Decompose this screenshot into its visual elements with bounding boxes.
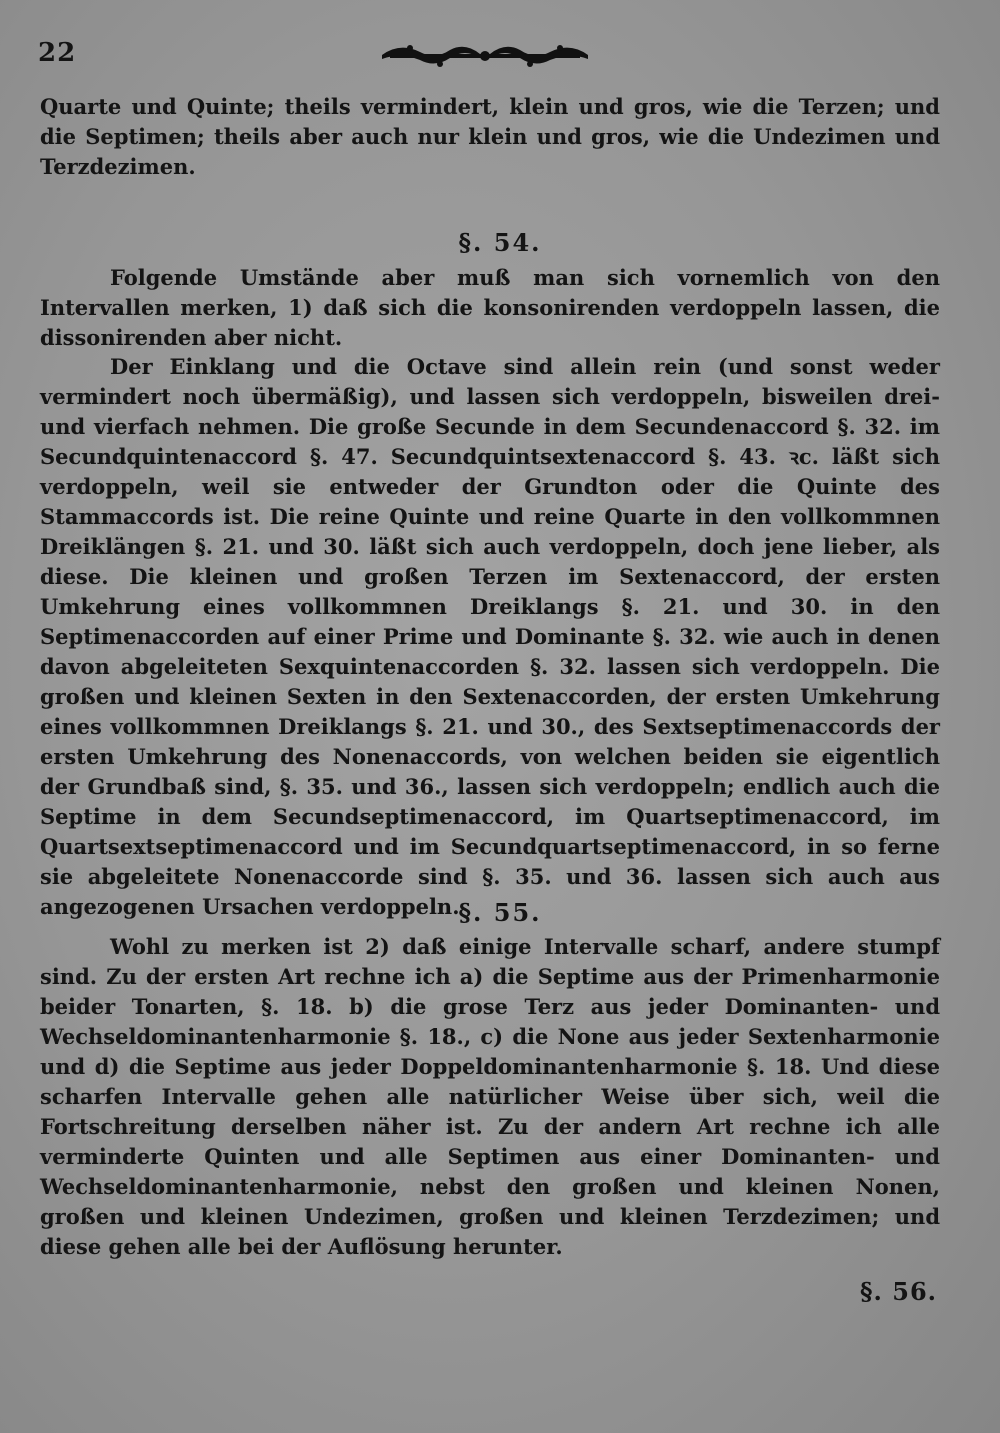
section-54-heading: §. 54. — [458, 228, 542, 257]
catchword: §. 56. — [860, 1277, 938, 1306]
section-54-body — [40, 263, 940, 353]
section-54-body-2 — [40, 352, 940, 922]
section-55-paragraph-1: Wohl zu merken ist 2) daß einige Intervalle scharf, andere stumpf sind. Zu der ersten Art rechne ich a) die Septime aus der Primenharmonie beider Tonarten, §. 18. b) die grose Terz aus jeder Dominanten- und Wechseldominantenharmonie §. 18., c) die None aus jeder Sextenharmonie und d) die Septime aus jeder Doppeldominantenharmonie §. 18. Und diese scharfen Intervalle gehen alle natürlicher Weise über sich, weil die Fortschreitung derselben näher ist. Zu der andern Art rechne ich alle verminderte Quinten und alle Septimen aus einer Dominanten- und Wechseldominantenharmonie, nebst den großen und kleinen Nonen, großen und kleinen Undezimen, großen und kleinen Terzdezimen; und diese gehen alle bei der Auflösung herunter. — [40, 934, 940, 1259]
section-54-paragraph-2: Der Einklang und die Octave sind allein rein (und sonst weder vermindert noch übermäßig), und lassen sich verdoppeln, bisweilen drei- und vierfach nehmen. Die große Secunde in dem Secundenaccord §. 32. im Secundquintenaccord §. 47. Secundquintsextenaccord §. 43. ꝛc. läßt sich verdoppeln, weil sie entweder der Grundton oder die Quinte des Stammaccords ist. Die reine Quinte und reine Quarte in den vollkommnen Dreiklängen §. 21. und 30. läßt sich auch verdoppeln, doch jene lieber, als diese. Die kleinen und großen Terzen im Sextenaccord, der ersten Umkehrung eines vollkommnen Dreiklangs §. 21. und 30. in den Septimenaccorden auf einer Prime und Dominante §. 32. wie auch in denen davon abgeleiteten Sexquintenaccorden §. 32. lassen sich verdoppeln. Die großen und kleinen Sexten in den Sextenaccorden, der ersten Umkehrung eines vollkommnen Dreiklangs §. 21. und 30., des Sextseptimenaccords der ersten Umkehrung des Nonenaccords, von welchen beiden sie eigentlich der Grundbaß sind, §. 35. und 36., lassen sich verdoppeln; endlich auch die Septime in dem Secundseptimenaccord, im Quartseptimenaccord, im Quartsextseptimenaccord und im Secundquartseptimenaccord, in so ferne sie abgeleitete Nonenaccorde sind §. 35. und 36. lassen sich auch aus angezogenen Ursachen verdoppeln. — [40, 354, 940, 919]
page-number: 22 — [38, 38, 77, 68]
intro-text: Quarte und Quinte; theils vermindert, klein und gros, wie die Terzen; und die Septimen; theils aber auch nur klein und gros, wie die Undezimen und Terzdezimen. — [40, 94, 940, 179]
section-55-body — [40, 932, 940, 1262]
section-55-heading: §. 55. — [458, 898, 542, 927]
intro-paragraph — [40, 92, 940, 182]
section-54-paragraph-1: Folgende Umstände aber muß man sich vornemlich von den Intervallen merken, 1) daß sich die konsonirenden verdoppeln lassen, die dissonirenden aber nicht. — [40, 265, 940, 350]
ornament-icon — [380, 40, 590, 70]
